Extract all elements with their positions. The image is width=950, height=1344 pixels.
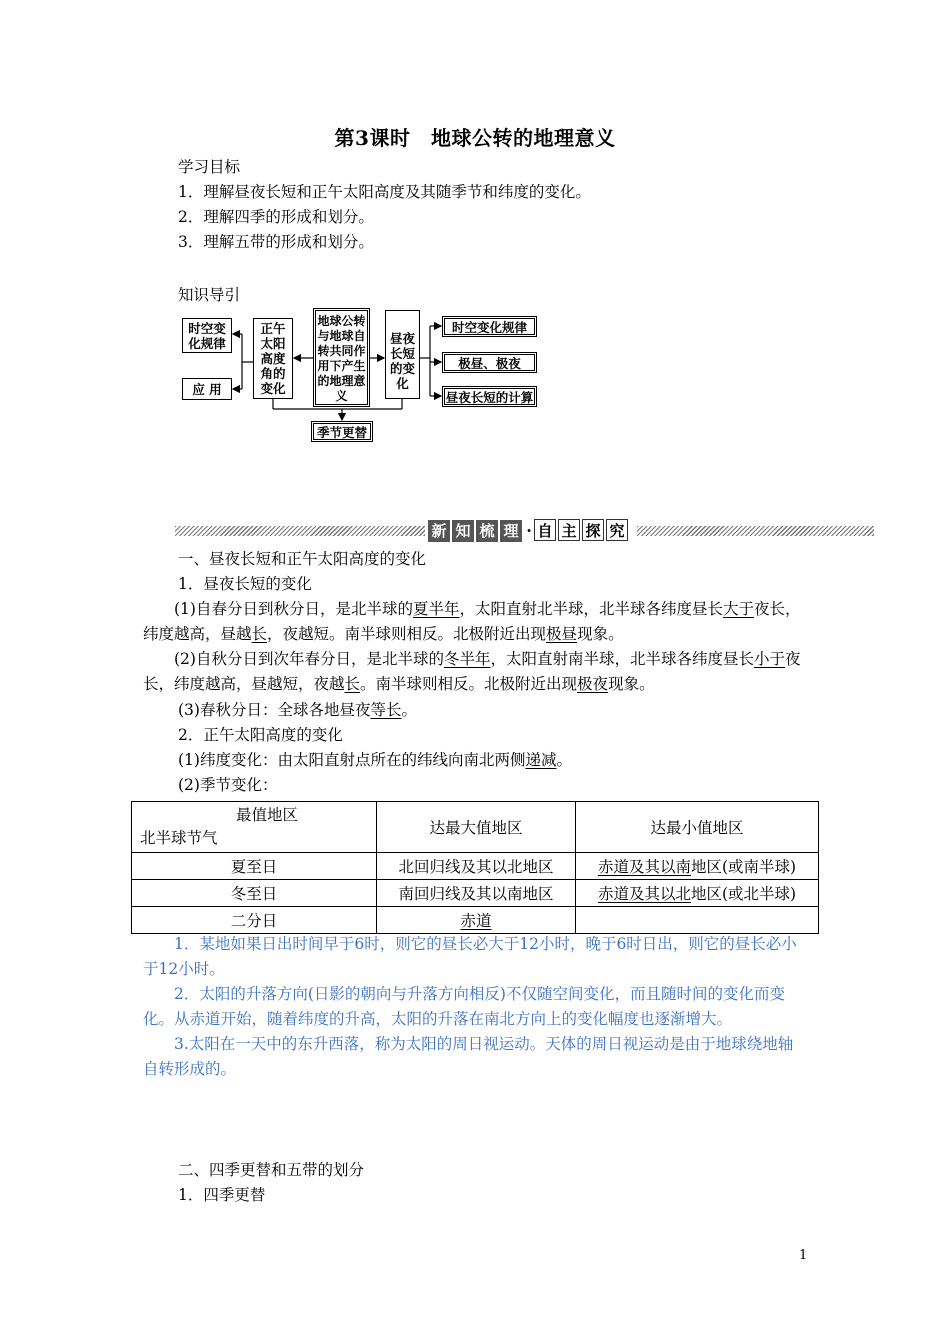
table-header-row: [132, 802, 819, 853]
note-2: 2．太阳的升落方向(日影的朝向与升落方向相反)不仅随空间变化，而且随时间的变化而变化。从赤道开始，随着纬度的升高，太阳的升落在南北方向上的变化幅度也逐渐增大。: [143, 985, 785, 1028]
section1-sub2: 2．正午太阳高度的变化: [178, 726, 343, 744]
table-corner-cell: 最值地区 北半球节气: [132, 802, 377, 853]
page-title: 第3课时 地球公转的地理意义: [334, 126, 616, 150]
banner-char: 梳: [476, 520, 498, 542]
banner-char: 理: [500, 520, 522, 542]
section1-sub1: 1．昼夜长短的变化: [178, 575, 312, 593]
banner-title: [428, 519, 630, 542]
paragraph-3: (3)春秋分日：全球各地昼夜等长。: [178, 701, 417, 719]
box-shikong-right: 时空变化规律: [442, 316, 537, 337]
paragraph-5: (2)季节变化：: [178, 776, 278, 794]
banner-hatch-left: [175, 526, 425, 536]
banner-char: 自: [534, 519, 556, 541]
noon-sun-table: [131, 801, 819, 934]
objectives-heading: 学习目标: [178, 158, 241, 176]
section2-sub1: 1．四季更替: [178, 1186, 266, 1204]
table-header-max: 达最大值地区: [377, 802, 576, 853]
banner-char: 究: [606, 519, 628, 541]
section2-heading: 二、四季更替和五带的划分: [178, 1161, 365, 1179]
page-number: 1: [799, 1248, 808, 1263]
box-shikong-left: 时空变 化规律: [182, 318, 232, 353]
table-header-min: 达最小值地区: [576, 802, 819, 853]
box-yingyong: 应 用: [182, 378, 232, 400]
banner-char: 知: [452, 520, 474, 542]
table-row: 夏至日 北回归线及其以北地区 赤道及其以南地区(或南半球): [132, 853, 819, 880]
note-1: 1．某地如果日出时间早于6时，则它的昼长必大于12小时，晚于6时日出，则它的昼长必小于12小时。: [143, 935, 797, 978]
box-center: 地球公转 与地球自 转共同作 用下产生 的地理意 义: [313, 308, 370, 407]
banner-char: 探: [582, 519, 604, 541]
paragraph-2: (2)自秋分日到次年春分日，是北半球的冬半年，太阳直射南半球，北半球各纬度昼长小于夜长，纬度越高，昼越短，夜越长。南半球则相反。北极附近出现极夜现象。: [143, 650, 801, 693]
banner-char: 主: [558, 519, 580, 541]
banner-dot: ·: [526, 521, 532, 540]
objective-item-3: 3．理解五带的形成和划分。: [178, 233, 374, 251]
banner-hatch-right: [637, 526, 874, 536]
box-zhouye: 昼夜 长短 的变 化: [385, 310, 420, 399]
box-jisuan: 昼夜长短的计算: [442, 386, 537, 407]
paragraph-4: (1)纬度变化：由太阳直射点所在的纬线向南北两侧递减。: [178, 751, 572, 769]
diagram-connectors: [0, 0, 950, 450]
table-row: 冬至日 南回归线及其以南地区 赤道及其以北地区(或北半球): [132, 880, 819, 907]
objective-item-1: 1．理解昼夜长短和正午太阳高度及其随季节和纬度的变化。: [178, 183, 591, 201]
box-jijie: 季节更替: [311, 421, 373, 442]
note-3: 3.太阳在一天中的东升西落，称为太阳的周日视运动。天体的周日视运动是由于地球绕地轴自转形成的。: [143, 1035, 794, 1078]
paragraph-1: (1)自春分日到秋分日，是北半球的夏半年，太阳直射北半球，北半球各纬度昼长大于夜长，纬度越高，昼越长，夜越短。南半球则相反。北极附近出现极昼现象。: [143, 600, 801, 643]
banner-char: 新: [428, 520, 450, 542]
objective-item-2: 2．理解四季的形成和划分。: [178, 208, 374, 226]
box-jizhou: 极昼、极夜: [442, 352, 537, 373]
guide-heading: 知识导引: [178, 286, 241, 304]
section1-heading: 一、昼夜长短和正午太阳高度的变化: [178, 550, 427, 568]
box-zhengwu: 正午 太阳 高度 角的 变化: [253, 318, 293, 399]
table-row: 二分日 赤道: [132, 907, 819, 934]
